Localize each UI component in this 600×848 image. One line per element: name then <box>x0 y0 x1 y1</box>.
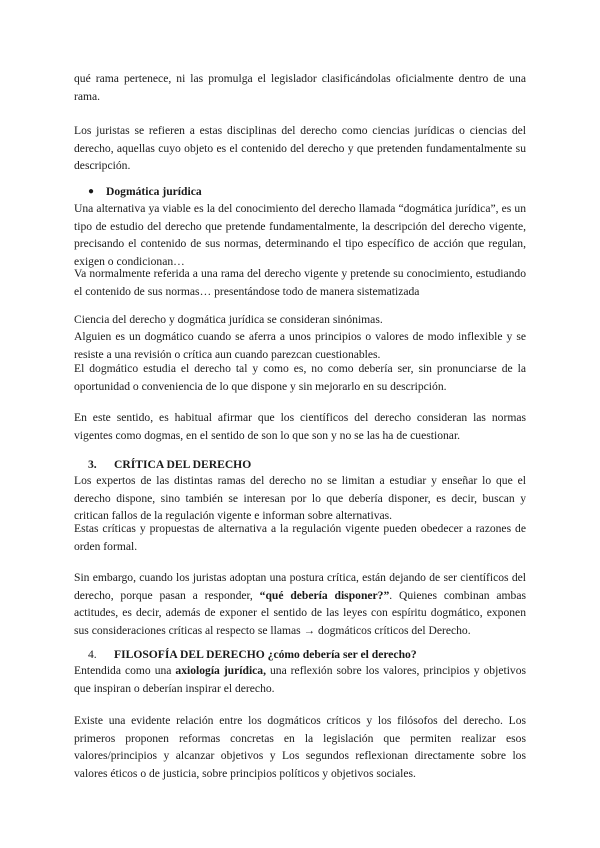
section-number: 4. <box>88 648 97 661</box>
paragraph-sinonimas: Ciencia del derecho y dogmática jurídica se consideran sinónimas. <box>74 313 383 326</box>
paragraph-ciencias-juridicas: Los juristas se refieren a estas disciplinas del derecho como ciencias jurídicas o ciencias del derecho, aquellas cuyo objeto es el contenido del derecho y que pretenden fundamentalmente su descripción. <box>74 124 526 172</box>
text-segment: una reflexión sobre los valores, principios y objetivos que inspiran o deberían inspirar el derecho. <box>74 664 527 695</box>
heading-dogmatica-juridica: Dogmática jurídica <box>106 185 202 198</box>
paragraph-rama: qué rama pertenece, ni las promulga el legislador clasificándolas oficialmente dentro de una rama. <box>74 72 526 103</box>
section-title: FILOSOFÍA DEL DERECHO ¿cómo debería ser el derecho? <box>114 648 417 661</box>
text-segment: Sin embargo, cuando los juristas adoptan una postura crítica, están dejando de ser científicos del derecho, porque pasan a responder, <box>74 571 526 602</box>
section-title: CRÍTICA DEL DERECHO <box>114 458 252 471</box>
section-number: 3. <box>88 458 97 471</box>
paragraph-rama-vigente: Va normalmente referida a una rama del derecho vigente y pretende su conocimiento, estudiando el contenido de sus normas… presentándose todo de manera sistematizada <box>74 267 526 298</box>
paragraph-alternativa: Una alternativa ya viable es la del conocimiento del derecho llamada “dogmática jurídica”, es un tipo de estudio del derecho que pretende fundamentalmente, la descripción del derecho vigente, precisando el contenido de sus normas, determinando el tipo específico de acción que regulan, exigen o condicionan… <box>74 202 526 268</box>
paragraph-expertos: Los expertos de las distintas ramas del derecho no se limitan a estudiar y enseñar lo que el derecho dispone, sino también se interesan por lo que debería disponer, es decir, buscan y critican fallos de la regulación vigente e informan sobre alternativas. <box>74 474 526 522</box>
bullet-icon: ● <box>88 186 95 197</box>
emphasis-axiologia: axiología jurídica, <box>175 664 267 677</box>
text-segment: . Quienes combinan ambas actitudes, es decir, además de exponer el sentido de las leyes con espíritu dogmático, exponen sus consideraciones críticas al respecto se llamas → dogmáticos críticos del Derecho. <box>74 588 527 637</box>
paragraph-relacion-dogmaticos-filosofos: Existe una evidente relación entre los dogmáticos críticos y los filósofos del derecho. Los primeros proponen reformas concretas en la legislación que permiten realizar esos valores/principios y alcanzar objetivos y Los segundos reflexionan directamente sobre los valores éticos o de justicia, sobre principios políticos y objetivos sociales. <box>74 714 526 780</box>
paragraph-axiologia <box>74 662 526 697</box>
paragraph-dogmatico-estudia: El dogmático estudia el derecho tal y como es, no como debería ser, sin pronunciarse de la oportunidad o conveniencia de lo que dispone y sin mejorarlo en su descripción. <box>74 362 526 393</box>
section-heading-critica <box>88 456 251 474</box>
paragraph-sin-embargo <box>74 569 526 639</box>
paragraph-dogmatico-definicion: Alguien es un dogmático cuando se aferra a unos principios o valores de modo inflexible y se resiste a una revisión o crítica aun cuando parezcan cuestionables. <box>74 330 526 361</box>
paragraph-dogmas: En este sentido, es habitual afirmar que los científicos del derecho consideran las normas vigentes como dogmas, en el sentido de son lo que son y no se las ha de cuestionar. <box>74 411 526 442</box>
emphasis-question: “qué debería disponer?” <box>259 588 390 602</box>
section-heading-filosofia <box>88 646 417 664</box>
paragraph-criticas-propuestas: Estas críticas y propuestas de alternativa a la regulación vigente pueden obedecer a razones de orden formal. <box>74 522 526 553</box>
text-segment: Entendida como una <box>74 664 176 677</box>
